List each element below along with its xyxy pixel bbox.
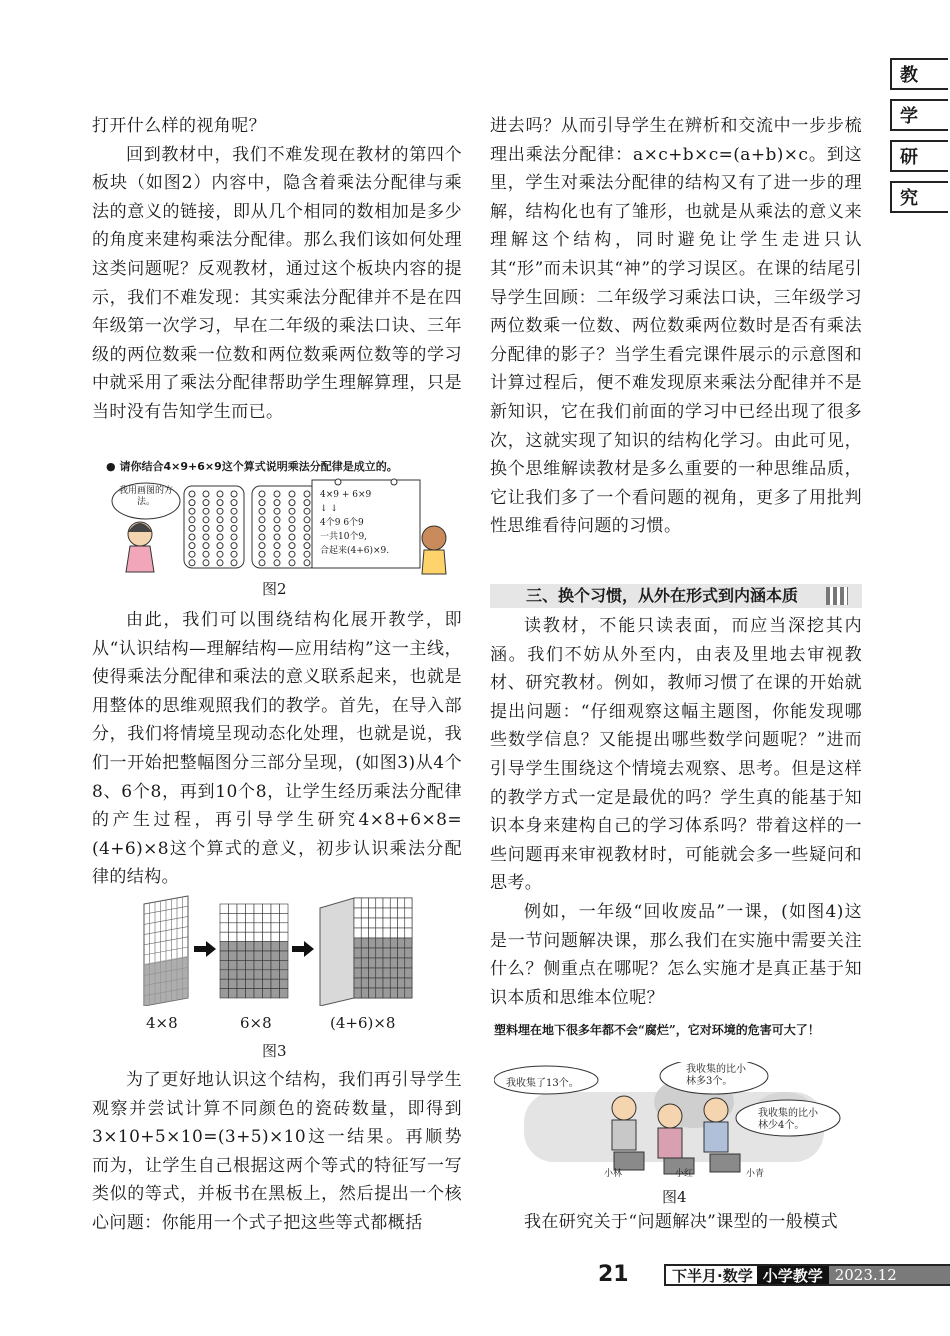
tile	[405, 918, 412, 928]
tile	[376, 928, 383, 938]
tile	[398, 968, 405, 978]
tile	[398, 938, 405, 948]
tile	[246, 960, 255, 969]
tile	[271, 989, 280, 998]
tile	[390, 928, 397, 938]
right-column-end	[490, 1208, 862, 1237]
tile	[376, 968, 383, 978]
tile	[254, 951, 263, 960]
tile	[229, 979, 238, 988]
figure-2-prompt-text: 请你结合4×9+6×9这个算式说明乘法分配律是成立的。	[119, 460, 398, 473]
tile	[354, 948, 361, 958]
tile	[398, 988, 405, 998]
tile	[376, 978, 383, 988]
tile	[254, 970, 263, 979]
tile	[229, 960, 238, 969]
tile	[390, 938, 397, 948]
board-line: 一共10个9,	[320, 532, 368, 542]
tile	[376, 918, 383, 928]
tile	[246, 970, 255, 979]
tile	[405, 988, 412, 998]
tile	[369, 918, 376, 928]
tile	[383, 938, 390, 948]
paragraph: 由此，我们可以围绕结构化展开教学，即从“认识结构—理解结构—应用结构”这一主线，使得乘法分配律和乘法的意义联系起来，也就是用整体的思维观照我们的教学。首先，在导入部分，我们将情境呈现动态化处理，也就是说，我们一开始把整幅图分三部分呈现，(如图3)从4个8、6个8，再到10个8，让学生经历乘法分配律的产生过程，再引导学生研究4×8+6×8=(4+6)×8这个算式的意义，初步认识乘法分配律的结构。	[92, 610, 462, 888]
left-column-continued	[92, 606, 462, 892]
tile	[229, 970, 238, 979]
tile	[263, 989, 272, 998]
tile	[220, 913, 229, 922]
tile	[361, 978, 368, 988]
tile	[376, 988, 383, 998]
tile	[390, 918, 397, 928]
tile	[229, 951, 238, 960]
tile	[369, 988, 376, 998]
section-heading	[490, 584, 862, 608]
tile	[383, 908, 390, 918]
tile	[361, 948, 368, 958]
board-line: ↓ ↓	[320, 504, 338, 514]
tile	[263, 932, 272, 941]
tile	[354, 898, 361, 908]
tile	[383, 968, 390, 978]
issue-label: 下半月·数学	[672, 1266, 753, 1285]
figure-4-names	[604, 1166, 764, 1179]
tile	[354, 938, 361, 948]
board-line: 4个9 6个9	[320, 518, 364, 528]
tile	[390, 968, 397, 978]
left-column-end	[92, 1066, 462, 1238]
tile	[237, 913, 246, 922]
tile	[280, 923, 289, 932]
tile	[369, 978, 376, 988]
figure-2-bubble: 我用画图的方法。	[118, 486, 173, 507]
tile	[220, 979, 229, 988]
tile	[376, 898, 383, 908]
figure-3-label: 4×8	[146, 1014, 178, 1032]
side-tab: 学	[890, 99, 948, 131]
figure-4-bubble-left: 我收集了13个。	[506, 1078, 579, 1089]
tile	[369, 898, 376, 908]
tile	[390, 978, 397, 988]
tile	[405, 898, 412, 908]
tile	[220, 989, 229, 998]
tile	[354, 908, 361, 918]
tile	[254, 932, 263, 941]
paragraph: 进去吗？从而引导学生在辨析和交流中一步步梳理出乘法分配律：a×c+b×c=(a+b)×c。到这里，学生对乘法分配律的结构又有了进一步的理解，结构化也有了雏形，也就是从乘法的意义来理解这个结构，同时避免让学生走进只认其“形”而未识其“神”的学习误区。在课的结尾引导学生回顾：二年级学习乘法口诀，三年级学习两位数乘一位数、两位数乘两位数时是否有乘法分配律的影子？当学生看完课件展示的示意图和计算过程后，便不难发现原来乘法分配律并不是新知识，它在我们前面的学习中已经出现了很多次，这就实现了知识的结构化学习。由此可见，换个思维解读教材是多么重要的一种思维品质，它让我们多了一个看问题的视角，更多了用批判性思维看待问题的习惯。	[490, 116, 862, 537]
tile	[246, 904, 255, 913]
tile	[398, 948, 405, 958]
figure-4-bubble-right: 我收集的比小林少4个。	[758, 1108, 818, 1131]
tile	[361, 958, 368, 968]
tile	[263, 979, 272, 988]
tile	[361, 898, 368, 908]
tile	[390, 988, 397, 998]
tile	[280, 913, 289, 922]
tile	[405, 978, 412, 988]
tile	[220, 932, 229, 941]
tile	[229, 932, 238, 941]
tile	[405, 928, 412, 938]
tile	[271, 932, 280, 941]
tile	[398, 958, 405, 968]
left-column	[92, 112, 462, 427]
tile	[280, 960, 289, 969]
tile	[271, 970, 280, 979]
tile	[237, 942, 246, 951]
tile	[246, 932, 255, 941]
tile	[237, 923, 246, 932]
paragraph: 例如，一年级“回收废品”一课，(如图4)这是一节问题解决课，那么我们在实施中需要关注什么？侧重点在哪呢？怎么实施才是真正基于知识本质和思维本位呢？	[490, 901, 862, 1008]
tile	[220, 970, 229, 979]
tile	[263, 923, 272, 932]
tile	[220, 960, 229, 969]
tile	[361, 908, 368, 918]
tile	[398, 928, 405, 938]
tile	[398, 908, 405, 918]
paragraph: 读教材，不能只读表面，而应当深挖其内涵。我们不妨从外至内，由表及里地去审视教材、研究教材。例如，教师习惯了在课的开始就提出问题：“仔细观察这幅主题图，你能发现哪些数学信息？又能提出哪些数学问题呢？”进而引导学生围绕这个情境去观察、思考。但是这样的教学方式一定是最优的吗？学生真的能基于知识本身来建构自己的学习体系吗？带着这样的一些问题再来审视教材时，可能就会多一些疑问和思考。	[490, 616, 862, 894]
tile	[354, 988, 361, 998]
tile	[369, 948, 376, 958]
figure-4-header: 塑料埋在地下很多年都不会“腐烂”，它对环境的危害可大了！	[494, 1023, 820, 1037]
board-line: 合起来(4+6)×9.	[320, 546, 390, 556]
tile	[254, 913, 263, 922]
tile	[237, 951, 246, 960]
tile	[398, 918, 405, 928]
right-column-continued	[490, 612, 862, 1012]
paragraph: 为了更好地认识这个结构，我们再引导学生观察并尝试计算不同颜色的瓷砖数量，即得到3×10+5×10=(3+5)×10这一结果。再顺势而为，让学生自己根据这两个等式的特征写一写类似的等式，并板书在黑板上，然后提出一个核心问题：你能用一个式子把这些等式都概括	[92, 1070, 462, 1233]
tile	[383, 988, 390, 998]
tile	[361, 938, 368, 948]
figure-3-label: (4+6)×8	[330, 1014, 396, 1032]
tile	[280, 979, 289, 988]
tile	[383, 958, 390, 968]
tile	[254, 960, 263, 969]
paragraph: 我在研究关于“问题解决”课型的一般模式	[524, 1212, 838, 1232]
figure-3-label: 6×8	[240, 1014, 272, 1032]
tile	[376, 938, 383, 948]
figure-2	[106, 458, 456, 580]
tile	[229, 989, 238, 998]
tile	[263, 960, 272, 969]
figure-4-name: 小红	[674, 1169, 693, 1179]
tile	[280, 951, 289, 960]
tile	[369, 968, 376, 978]
tile	[263, 970, 272, 979]
tile	[280, 932, 289, 941]
tile	[376, 958, 383, 968]
tile	[369, 958, 376, 968]
paragraph: 打开什么样的视角呢？	[92, 116, 266, 136]
tile	[390, 898, 397, 908]
figure-3	[140, 894, 420, 1006]
tile	[271, 904, 280, 913]
tile	[246, 989, 255, 998]
tile	[369, 928, 376, 938]
tile	[383, 948, 390, 958]
tile	[237, 932, 246, 941]
tile	[237, 979, 246, 988]
tile	[220, 923, 229, 932]
tile	[254, 942, 263, 951]
issue-date: 2023.12	[829, 1266, 950, 1284]
tile	[254, 904, 263, 913]
paragraph: 回到教材中，我们不难发现在教材的第四个板块（如图2）内容中，隐含着乘法分配律与乘法的意义的链接，即从几个相同的数相加是多少的角度来建构乘法分配律。那么我们该如何处理这类问题呢？反观教材，通过这个板块内容的提示，我们不难发现：其实乘法分配律并不是在四年级第一次学习，早在二年级的乘法口诀、三年级的两位数乘一位数和两位数乘两位数等的学习中就采用了乘法分配律帮助学生理解算理，只是当时没有告知学生而已。	[92, 144, 462, 422]
tile	[354, 958, 361, 968]
tile	[390, 948, 397, 958]
figure-2-prompt	[106, 458, 398, 474]
tile	[271, 913, 280, 922]
wall-shade	[144, 956, 188, 1006]
figure-4	[494, 1020, 864, 1182]
tile	[354, 968, 361, 978]
bullet-icon: ●	[106, 460, 116, 473]
figure-2-board	[320, 488, 416, 558]
tile	[237, 970, 246, 979]
tile	[237, 989, 246, 998]
figure-4-bubble-top: 我收集的比小林多3个。	[686, 1064, 746, 1087]
side-tab: 究	[890, 181, 948, 213]
tile	[229, 913, 238, 922]
tile	[246, 913, 255, 922]
tile	[271, 979, 280, 988]
tile	[405, 968, 412, 978]
tile	[220, 951, 229, 960]
tile	[354, 928, 361, 938]
tile	[246, 942, 255, 951]
tile	[220, 942, 229, 951]
tile	[271, 951, 280, 960]
tile	[354, 918, 361, 928]
tile	[398, 978, 405, 988]
tile	[405, 958, 412, 968]
tile	[354, 978, 361, 988]
tile	[263, 913, 272, 922]
tile	[390, 958, 397, 968]
tile	[271, 960, 280, 969]
board-line: 4×9 + 6×9	[320, 490, 372, 500]
tile	[383, 928, 390, 938]
tile	[237, 960, 246, 969]
tile	[390, 908, 397, 918]
tile	[229, 923, 238, 932]
section-bars-decoration	[826, 587, 848, 605]
tile	[361, 968, 368, 978]
tile	[254, 989, 263, 998]
tile	[361, 988, 368, 998]
figure-3-caption: 图3	[262, 1042, 287, 1060]
tile	[246, 923, 255, 932]
tile	[280, 942, 289, 951]
tile	[280, 989, 289, 998]
right-column	[490, 112, 862, 541]
tile	[254, 923, 263, 932]
tile	[280, 970, 289, 979]
tile	[405, 908, 412, 918]
tile	[263, 904, 272, 913]
tile	[263, 942, 272, 951]
tile	[383, 918, 390, 928]
figure-3-illustration	[140, 894, 420, 1006]
tile	[246, 951, 255, 960]
magazine-name: 小学教学	[757, 1266, 829, 1284]
tile	[369, 908, 376, 918]
tile	[398, 898, 405, 908]
tile	[229, 904, 238, 913]
tile	[361, 928, 368, 938]
tile	[237, 904, 246, 913]
tile	[405, 938, 412, 948]
section-title: 三、换个习惯，从外在形式到内涵本质	[526, 586, 799, 605]
tile	[254, 979, 263, 988]
footer-masthead	[664, 1264, 950, 1286]
tile	[369, 938, 376, 948]
tile	[376, 908, 383, 918]
figure-4-caption: 图4	[662, 1188, 687, 1206]
tile	[271, 942, 280, 951]
tile	[246, 979, 255, 988]
tile	[376, 948, 383, 958]
tile	[383, 978, 390, 988]
tile	[263, 951, 272, 960]
tile	[361, 918, 368, 928]
figure-2-caption: 图2	[262, 580, 287, 598]
side-tabs	[890, 58, 950, 222]
side-tab: 研	[890, 140, 948, 172]
tile	[271, 923, 280, 932]
side-tab: 教	[890, 58, 948, 90]
page-number: 21	[598, 1262, 629, 1287]
tile	[383, 898, 390, 908]
figure-4-name: 小林	[604, 1169, 623, 1179]
tile	[405, 948, 412, 958]
figure-4-name: 小青	[745, 1169, 764, 1179]
tile	[220, 904, 229, 913]
tile	[280, 904, 289, 913]
tile	[229, 942, 238, 951]
